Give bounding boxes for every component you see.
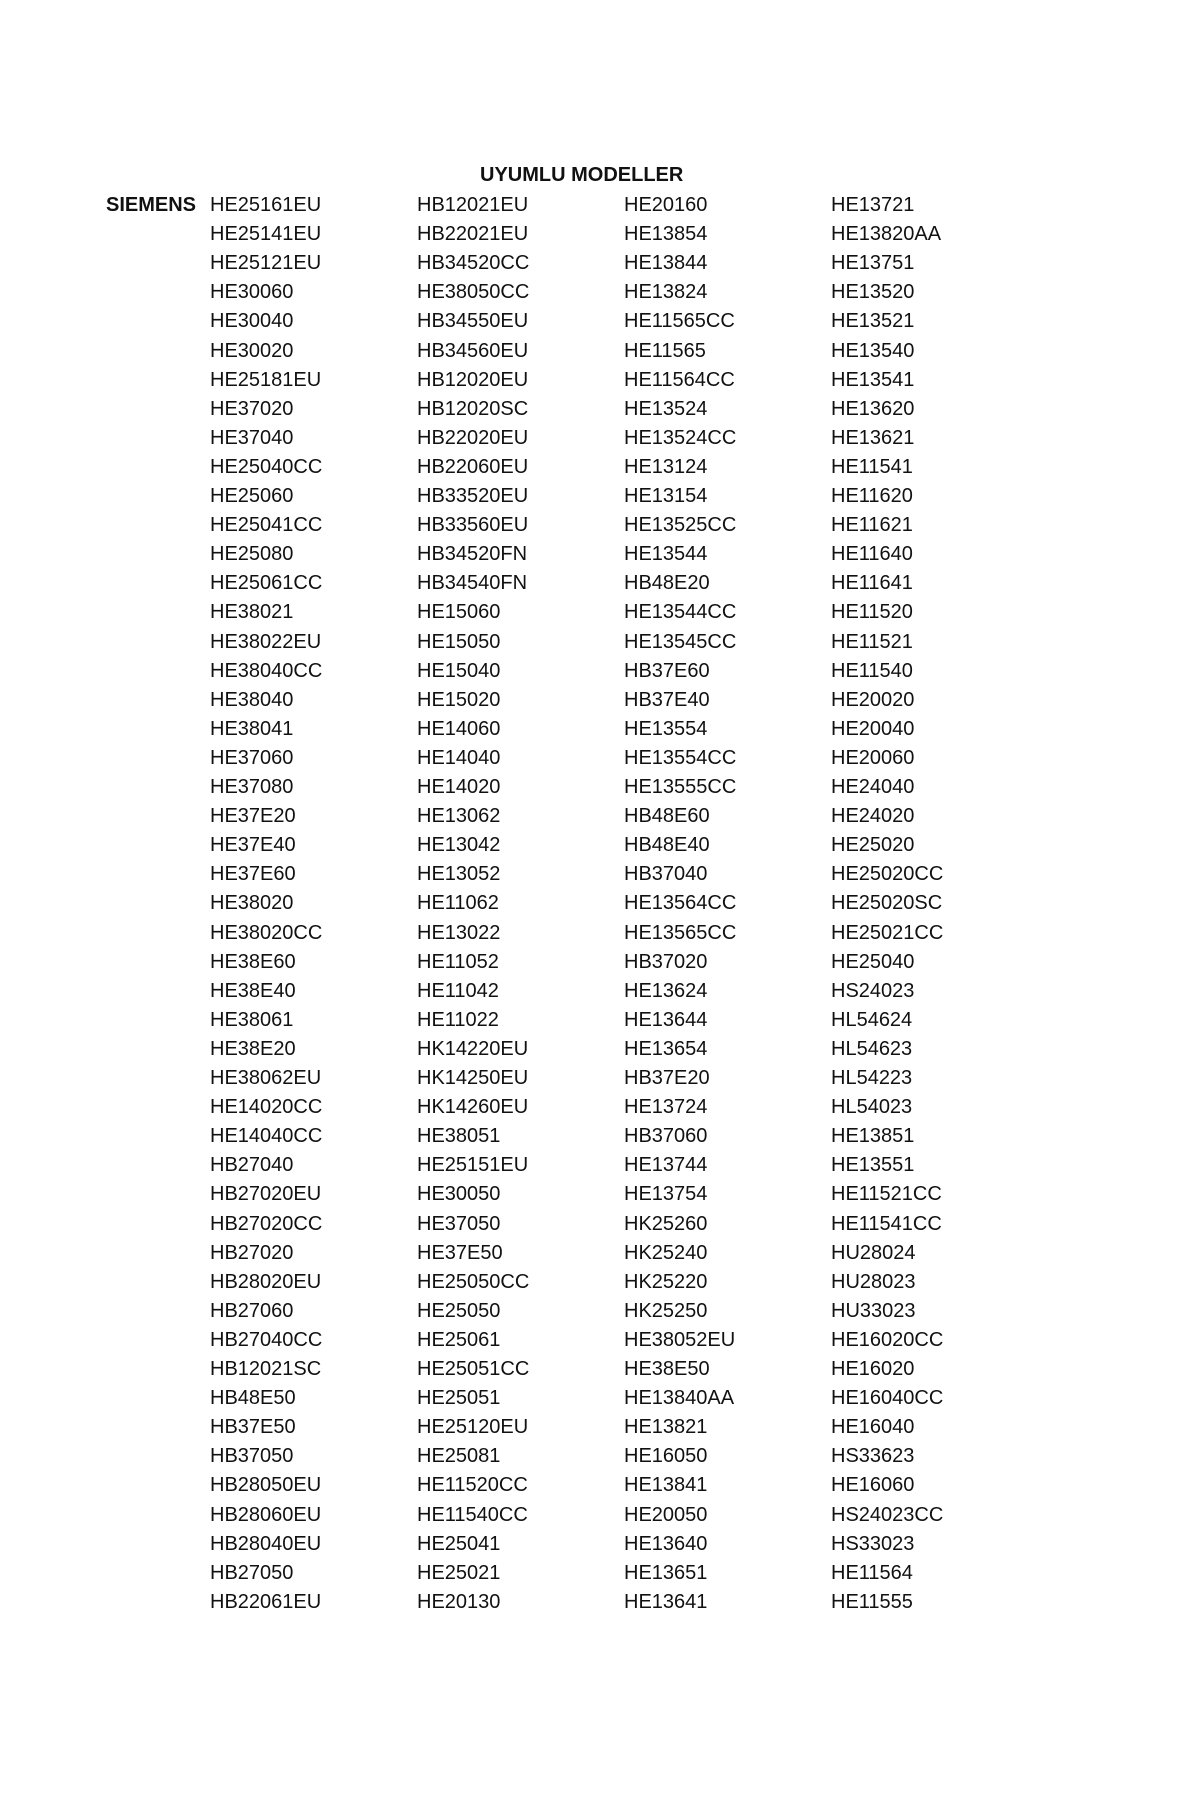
model-cell: HE20060 [831, 746, 915, 769]
model-cell: HB48E60 [624, 805, 710, 828]
model-cell: HE11620 [831, 485, 913, 507]
model-cell: HE30040 [210, 310, 294, 333]
model-cell: HE25041 [417, 1532, 501, 1555]
model-cell: HE25060 [210, 485, 294, 507]
model-cell: HE30050 [417, 1183, 501, 1206]
model-cell: HK25250 [624, 1299, 708, 1322]
model-cell: HE30060 [210, 281, 294, 304]
model-cell: HE25181EU [210, 368, 322, 391]
model-cell: HE16060 [831, 1474, 915, 1497]
model-cell: HE13565CC [624, 921, 737, 944]
model-cell: HB28020EU [210, 1270, 322, 1293]
model-cell: HB48E50 [210, 1387, 296, 1410]
model-cell: HE13824 [624, 281, 708, 304]
model-cell: HB12021SC [210, 1358, 322, 1380]
brand-label: SIEMENS [106, 194, 197, 216]
model-cell: HE25161EU [210, 194, 322, 216]
model-cell: HE24040 [831, 776, 915, 798]
model-cell: HB28040EU [210, 1532, 322, 1555]
model-cell: HE11022 [417, 1008, 499, 1031]
model-cell: HE25120EU [417, 1416, 529, 1439]
model-cell: HB12020SC [417, 397, 529, 420]
model-cell: HE11520 [831, 601, 913, 624]
model-cell: HB37E50 [210, 1416, 296, 1439]
model-cell: HB48E40 [624, 834, 710, 857]
model-cell: HE37E60 [210, 863, 296, 886]
model-cell: HE11520CC [417, 1474, 528, 1497]
model-cell: HE16040CC [831, 1387, 944, 1410]
model-cell: HB22061EU [210, 1590, 322, 1613]
model-cell: HE11042 [417, 979, 499, 1002]
model-cell: HB37020 [624, 950, 708, 973]
model-cell: HE11621 [831, 514, 913, 537]
model-cell: HE38021 [210, 601, 294, 624]
model-cell: HB37060 [624, 1125, 708, 1148]
model-cell: HB27040 [210, 1154, 294, 1177]
model-cell: HE13841 [624, 1474, 708, 1497]
model-cell: HK25260 [624, 1212, 708, 1235]
model-cell: HB12020EU [417, 368, 529, 391]
model-cell: HE37020 [210, 397, 294, 420]
model-cell: HE13545CC [624, 630, 737, 653]
model-cell: HE11641 [831, 572, 913, 595]
model-cell: HE11541CC [831, 1212, 942, 1235]
model-cell: HE13840AA [624, 1387, 735, 1410]
model-cell: HE38040 [210, 688, 294, 711]
model-cell: HE13551 [831, 1154, 915, 1177]
model-cell: HS24023CC [831, 1503, 944, 1526]
model-cell: HE13651 [624, 1561, 708, 1584]
model-cell: HB37040 [624, 863, 708, 886]
model-cell: HE13724 [624, 1096, 708, 1119]
model-cell: HE11564CC [624, 368, 735, 391]
model-cell: HB27020EU [210, 1183, 322, 1206]
model-cell: HE38E50 [624, 1358, 710, 1380]
model-cell: HE37040 [210, 426, 294, 449]
model-cell: HE11521CC [831, 1183, 942, 1206]
model-cell: HE25021 [417, 1561, 501, 1584]
model-cell: HE20160 [624, 194, 708, 216]
model-cell: HE25021CC [831, 921, 944, 944]
model-cell: HE38E20 [210, 1037, 296, 1060]
model-cell: HE13154 [624, 485, 708, 507]
model-cell: HE38020CC [210, 921, 323, 944]
model-cell: HB28060EU [210, 1503, 322, 1526]
model-cell: HS24023 [831, 979, 915, 1002]
model-cell: HL54624 [831, 1008, 913, 1031]
model-cell: HE13751 [831, 252, 915, 275]
model-cell: HE11565CC [624, 310, 735, 333]
model-cell: HE25020SC [831, 892, 943, 915]
model-cell: HE13544CC [624, 601, 737, 624]
model-cell: HE37E40 [210, 834, 296, 857]
model-cell: HE13520 [831, 281, 915, 304]
model-cell: HE13521 [831, 310, 915, 333]
model-cell: HE37E50 [417, 1241, 503, 1264]
model-cell: HE13525CC [624, 514, 737, 537]
model-cell: HB27020CC [210, 1212, 323, 1235]
model-cell: HE13124 [624, 455, 708, 478]
model-cell: HE13854 [624, 223, 708, 246]
model-cell: HE13022 [417, 921, 501, 944]
model-cell: HE38E40 [210, 979, 296, 1002]
model-cell: HB37050 [210, 1445, 294, 1468]
model-cell: HK25220 [624, 1270, 708, 1293]
model-cell: HE25051 [417, 1387, 501, 1410]
model-cell: HB28050EU [210, 1474, 322, 1497]
model-cell: HB22020EU [417, 426, 529, 449]
model-cell: HE16020CC [831, 1328, 944, 1351]
model-cell: HK25240 [624, 1241, 708, 1264]
model-cell: HE13851 [831, 1125, 915, 1148]
model-cell: HE25041CC [210, 514, 323, 537]
model-cell: HE38061 [210, 1008, 294, 1031]
model-cell: HB37E40 [624, 688, 710, 711]
model-cell: HE20050 [624, 1503, 708, 1526]
model-cell: HE13754 [624, 1183, 708, 1206]
model-cell: HE14020 [417, 776, 501, 798]
model-cell: HE13654 [624, 1037, 708, 1060]
model-cell: HB27050 [210, 1561, 294, 1584]
model-cell: HS33623 [831, 1445, 915, 1468]
model-cell: HE25040 [831, 950, 915, 973]
model-cell: HE20020 [831, 688, 915, 711]
model-cell: HE13554CC [624, 746, 737, 769]
model-cell: HU33023 [831, 1299, 916, 1322]
model-cell: HE25121EU [210, 252, 322, 275]
model-cell: HB22060EU [417, 455, 529, 478]
model-cell: HB33560EU [417, 514, 529, 537]
model-cell: HE11541 [831, 455, 913, 478]
model-cell: HE38040CC [210, 659, 323, 682]
model-cell: HE13744 [624, 1154, 708, 1177]
model-cell: HE14020CC [210, 1096, 323, 1119]
model-cell: HE11640 [831, 543, 913, 566]
model-cell: HB37E20 [624, 1067, 710, 1089]
model-cell: HE11564 [831, 1561, 913, 1584]
model-cell: HL54623 [831, 1037, 913, 1060]
model-cell: HS33023 [831, 1532, 915, 1555]
model-cell: HE37E20 [210, 805, 296, 828]
model-cell: HB37E60 [624, 659, 710, 682]
model-cell: HE13052 [417, 863, 501, 886]
model-cell: HE13554 [624, 717, 708, 740]
model-cell: HE16040 [831, 1416, 915, 1439]
model-cell: HE20130 [417, 1590, 501, 1613]
model-cell: HE38022EU [210, 630, 322, 653]
model-cell: HE11052 [417, 950, 499, 973]
model-cell: HE38051 [417, 1125, 501, 1148]
model-cell: HE25051CC [417, 1358, 530, 1380]
model-cell: HE25020 [831, 834, 915, 857]
model-cell: HE14040CC [210, 1125, 323, 1148]
model-cell: HE37050 [417, 1212, 501, 1235]
model-cell: HE15060 [417, 601, 501, 624]
model-cell: HL54223 [831, 1067, 913, 1089]
model-cell: HE13062 [417, 805, 501, 828]
model-cell: HE13042 [417, 834, 501, 857]
model-cell: HE14060 [417, 717, 501, 740]
model-cell: HL54023 [831, 1096, 913, 1119]
model-cell: HU28023 [831, 1270, 916, 1293]
model-cell: HB22021EU [417, 223, 529, 246]
model-cell: HE13621 [831, 426, 915, 449]
model-cell: HE25061CC [210, 572, 323, 595]
model-cell: HB34540FN [417, 572, 528, 595]
model-cell: HE25061 [417, 1328, 501, 1351]
model-cell: HB34560EU [417, 339, 529, 362]
model-cell: HE13644 [624, 1008, 708, 1031]
model-cell: HE15050 [417, 630, 501, 653]
model-cell: HE38E60 [210, 950, 296, 973]
page-title: UYUMLU MODELLER [480, 164, 684, 186]
model-cell: HK14250EU [417, 1067, 529, 1089]
model-cell: HE20040 [831, 717, 915, 740]
model-cell: HB34520FN [417, 543, 528, 566]
model-cell: HE25080 [210, 543, 294, 566]
model-cell: HE13821 [624, 1416, 708, 1439]
model-cell: HE13844 [624, 252, 708, 275]
model-cell: HU28024 [831, 1241, 916, 1264]
model-cell: HE16050 [624, 1445, 708, 1468]
model-cell: HE25141EU [210, 223, 322, 246]
model-cell: HE14040 [417, 746, 501, 769]
model-cell: HE25020CC [831, 863, 944, 886]
model-cell: HE13640 [624, 1532, 708, 1555]
model-cell: HE13555CC [624, 776, 737, 798]
model-cell: HB27020 [210, 1241, 294, 1264]
model-cell: HE38041 [210, 717, 294, 740]
model-cell: HE37080 [210, 776, 294, 798]
model-cell: HE11521 [831, 630, 913, 653]
model-cell: HE13541 [831, 368, 915, 391]
model-cell: HE38052EU [624, 1328, 736, 1351]
model-cell: HE13540 [831, 339, 915, 362]
model-cell: HE13624 [624, 979, 708, 1002]
model-cell: HE15020 [417, 688, 501, 711]
model-cell: HB34520CC [417, 252, 530, 275]
model-cell: HE13641 [624, 1590, 708, 1613]
model-cell: HB27060 [210, 1299, 294, 1322]
model-cell: HE25050CC [417, 1270, 530, 1293]
model-cell: HE11062 [417, 892, 499, 915]
model-cell: HK14260EU [417, 1096, 529, 1119]
model-cell: HE13564CC [624, 892, 737, 915]
model-cell: HE15040 [417, 659, 501, 682]
model-cell: HB48E20 [624, 572, 710, 595]
model-cell: HE25050 [417, 1299, 501, 1322]
model-cell: HE30020 [210, 339, 294, 362]
model-cell: HE11555 [831, 1590, 913, 1613]
model-cell: HE24020 [831, 805, 915, 828]
model-cell: HE13544 [624, 543, 708, 566]
model-cell: HE38050CC [417, 281, 530, 304]
model-cell: HE25040CC [210, 455, 323, 478]
model-cell: HE25081 [417, 1445, 501, 1468]
model-cell: HE11565 [624, 339, 706, 362]
model-cell: HE11540 [831, 659, 913, 682]
model-cell: HE13820AA [831, 223, 942, 246]
model-cell: HE16020 [831, 1358, 915, 1380]
model-cell: HE38020 [210, 892, 294, 915]
model-cell: HE13524 [624, 397, 708, 420]
model-cell: HK14220EU [417, 1037, 529, 1060]
model-cell: HB33520EU [417, 485, 529, 507]
model-cell: HB27040CC [210, 1328, 323, 1351]
model-cell: HE13620 [831, 397, 915, 420]
model-cell: HB34550EU [417, 310, 529, 333]
model-cell: HE13524CC [624, 426, 737, 449]
model-cell: HE25151EU [417, 1154, 529, 1177]
model-cell: HE13721 [831, 194, 915, 216]
model-cell: HE37060 [210, 746, 294, 769]
model-cell: HE38062EU [210, 1067, 322, 1089]
model-cell: HB12021EU [417, 194, 529, 216]
model-cell: HE11540CC [417, 1503, 528, 1526]
